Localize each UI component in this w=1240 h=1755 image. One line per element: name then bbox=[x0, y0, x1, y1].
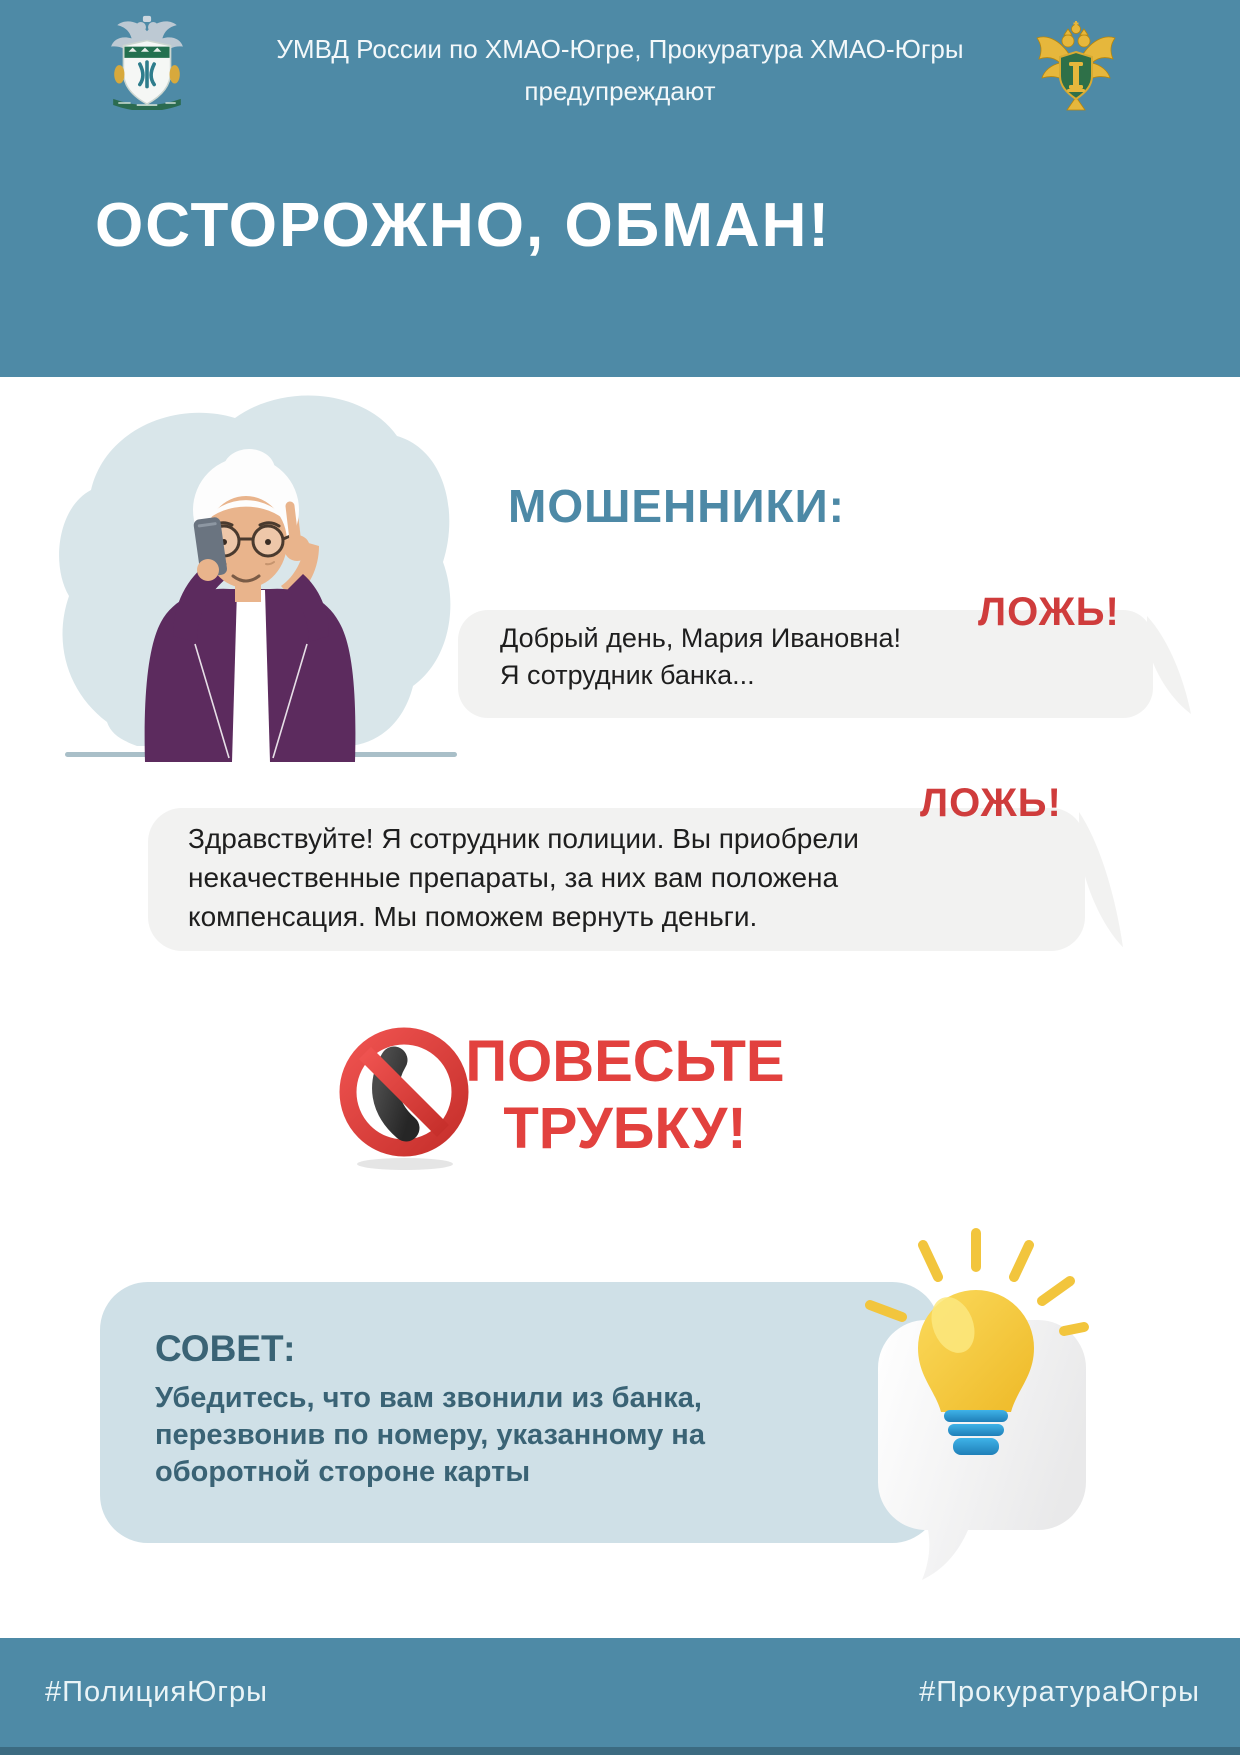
bubble-line: Добрый день, Мария Ивановна! bbox=[500, 623, 902, 653]
scammers-heading: МОШЕННИКИ: bbox=[508, 480, 845, 532]
org-line-1: УМВД России по ХМАО-Югре, Прокуратура ХМАО-Югры bbox=[276, 34, 964, 64]
bubble-line: Здравствуйте! Я сотрудник полиции. Вы приобрели bbox=[188, 823, 859, 854]
hashtags-row bbox=[45, 1638, 1200, 1747]
advice-line: оборотной стороне карты bbox=[155, 1456, 531, 1488]
advice-content bbox=[155, 1328, 705, 1491]
advice-line: перезвонив по номеру, указанному на bbox=[155, 1419, 705, 1451]
bubble-tail bbox=[1147, 616, 1193, 716]
footer-bottom-edge bbox=[0, 1747, 1240, 1755]
lie-badge-1: ЛОЖЬ! bbox=[978, 590, 1120, 634]
advice-card bbox=[100, 1282, 940, 1543]
hashtag-police: #ПолицияЮгры bbox=[45, 1676, 268, 1708]
bubble-text bbox=[500, 620, 901, 694]
prosecutor-crest-icon bbox=[1034, 18, 1118, 112]
lie-badge-2: ЛОЖЬ! bbox=[920, 781, 1062, 825]
advice-line: Убедитесь, что вам звонили из банка, bbox=[155, 1382, 702, 1414]
issuing-authorities-text bbox=[170, 28, 1070, 112]
poster-title: ОСТОРОЖНО, ОБМАН! bbox=[95, 191, 832, 260]
bubble-line: Я сотрудник банка... bbox=[500, 660, 755, 690]
hashtag-prosecutor: #ПрокуратураЮгры bbox=[919, 1676, 1200, 1708]
hangup-line-1: ПОВЕСЬТЕ bbox=[465, 1029, 785, 1094]
org-line-2: предупреждают bbox=[524, 76, 716, 106]
footer-band bbox=[0, 1638, 1240, 1755]
lightbulb-speech-icon bbox=[826, 1183, 1138, 1587]
advice-heading: СОВЕТ: bbox=[155, 1328, 296, 1369]
hang-up-call-to-action bbox=[455, 1028, 795, 1162]
speech-bubble-police bbox=[148, 808, 1085, 951]
bubble-line: некачественные препараты, за них вам положена bbox=[188, 862, 839, 893]
hangup-line-2: ТРУБКУ! bbox=[503, 1096, 747, 1161]
bubble-text bbox=[188, 819, 859, 936]
bubble-tail bbox=[1079, 812, 1125, 950]
bubble-line: компенсация. Мы поможем вернуть деньги. bbox=[188, 901, 758, 932]
header-band bbox=[0, 0, 1240, 377]
elderly-woman-illustration bbox=[45, 388, 460, 764]
